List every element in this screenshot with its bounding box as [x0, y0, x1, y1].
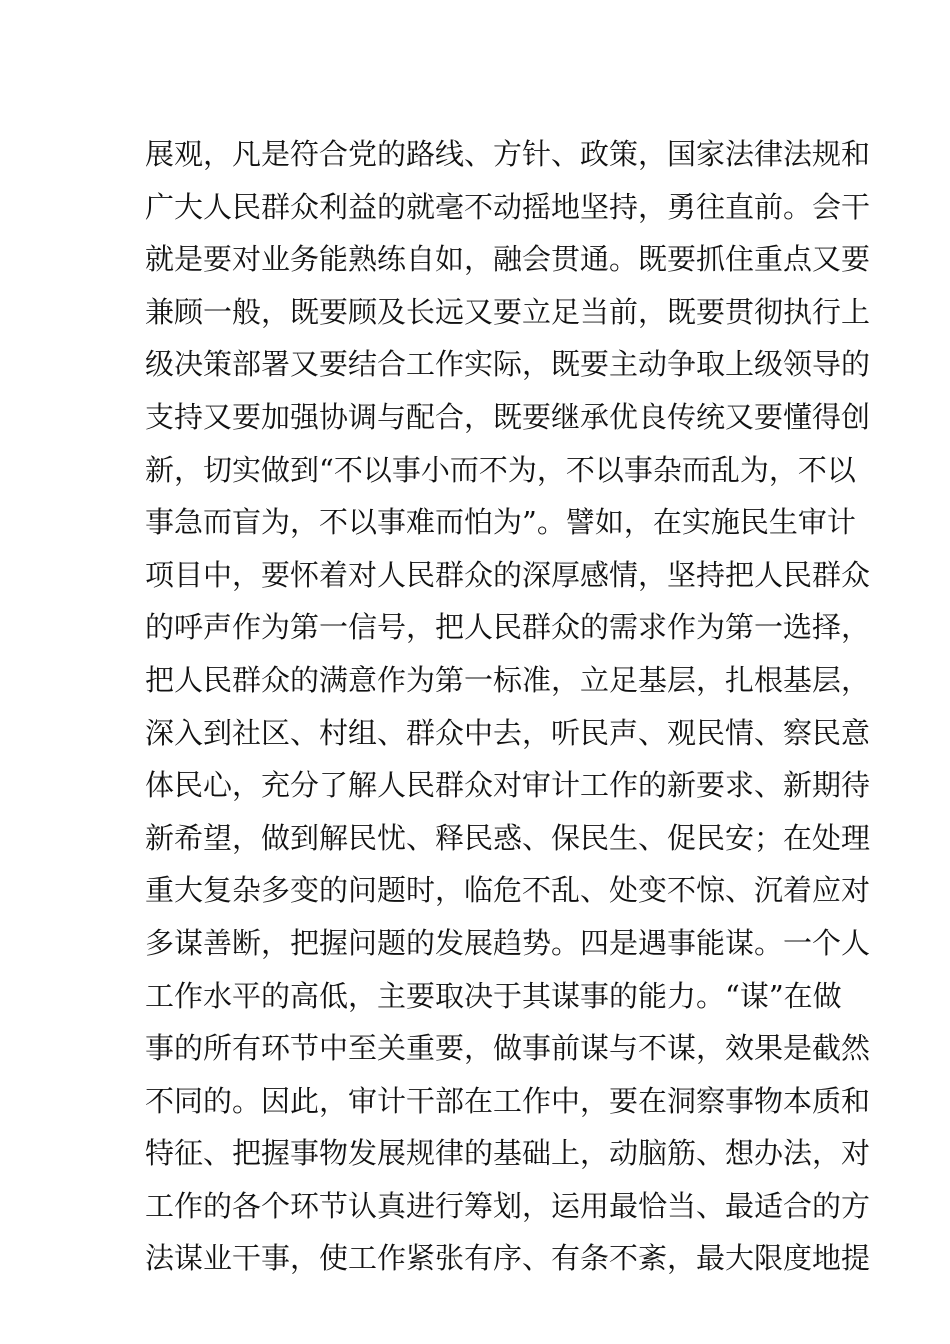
text-line: 就是要对业务能熟练自如，融会贯通。既要抓住重点又要: [145, 242, 871, 277]
text-line: 广大人民群众利益的就毫不动摇地坚持，勇往直前。会干: [145, 189, 871, 224]
text-line: 不同的。因此，审计干部在工作中，要在洞察事物本质和: [145, 1083, 871, 1118]
body-text: [145, 128, 871, 1285]
text-line: 工作水平的高低，主要取决于其谋事的能力。“谋”在做: [145, 978, 842, 1013]
text-line: 事急而盲为，不以事难而怕为”。譬如，在实施民生审计: [145, 505, 856, 540]
text-line: 新，切实做到“不以事小而不为，不以事杂而乱为，不以: [145, 452, 856, 487]
text-line: 把人民群众的满意作为第一标准，立足基层，扎根基层，: [145, 662, 871, 697]
text-line: 的呼声作为第一信号，把人民群众的需求作为第一选择，: [145, 610, 871, 645]
text-line: 工作的各个环节认真进行筹划，运用最恰当、最适合的方: [145, 1188, 871, 1223]
text-line: 多谋善断，把握问题的发展趋势。四是遇事能谋。一个人: [145, 925, 871, 960]
text-line: 重大复杂多变的问题时，临危不乱、处变不惊、沉着应对: [145, 873, 871, 908]
text-line: 展观，凡是符合党的路线、方针、政策，国家法律法规和: [145, 137, 871, 171]
text-line: 项目中，要怀着对人民群众的深厚感情，坚持把人民群众: [145, 557, 871, 592]
text-line: 级决策部署又要结合工作实际，既要主动争取上级领导的: [145, 347, 871, 382]
text-line: 深入到社区、村组、群众中去，听民声、观民情、察民意: [145, 715, 871, 750]
text-line: 兼顾一般，既要顾及长远又要立足当前，既要贯彻执行上: [145, 294, 871, 329]
text-line: 事的所有环节中至关重要，做事前谋与不谋，效果是截然: [145, 1031, 871, 1066]
text-line: 特征、把握事物发展规律的基础上，动脑筋、想办法，对: [145, 1136, 871, 1171]
text-line: 体民心，充分了解人民群众对审计工作的新要求、新期待: [145, 768, 871, 803]
text-line: 新希望，做到解民忧、释民惑、保民生、促民安；在处理: [145, 820, 871, 855]
text-line: 支持又要加强协调与配合，既要继承优良传统又要懂得创: [145, 399, 871, 434]
text-line: 法谋业干事，使工作紧张有序、有条不紊，最大限度地提: [145, 1241, 871, 1276]
